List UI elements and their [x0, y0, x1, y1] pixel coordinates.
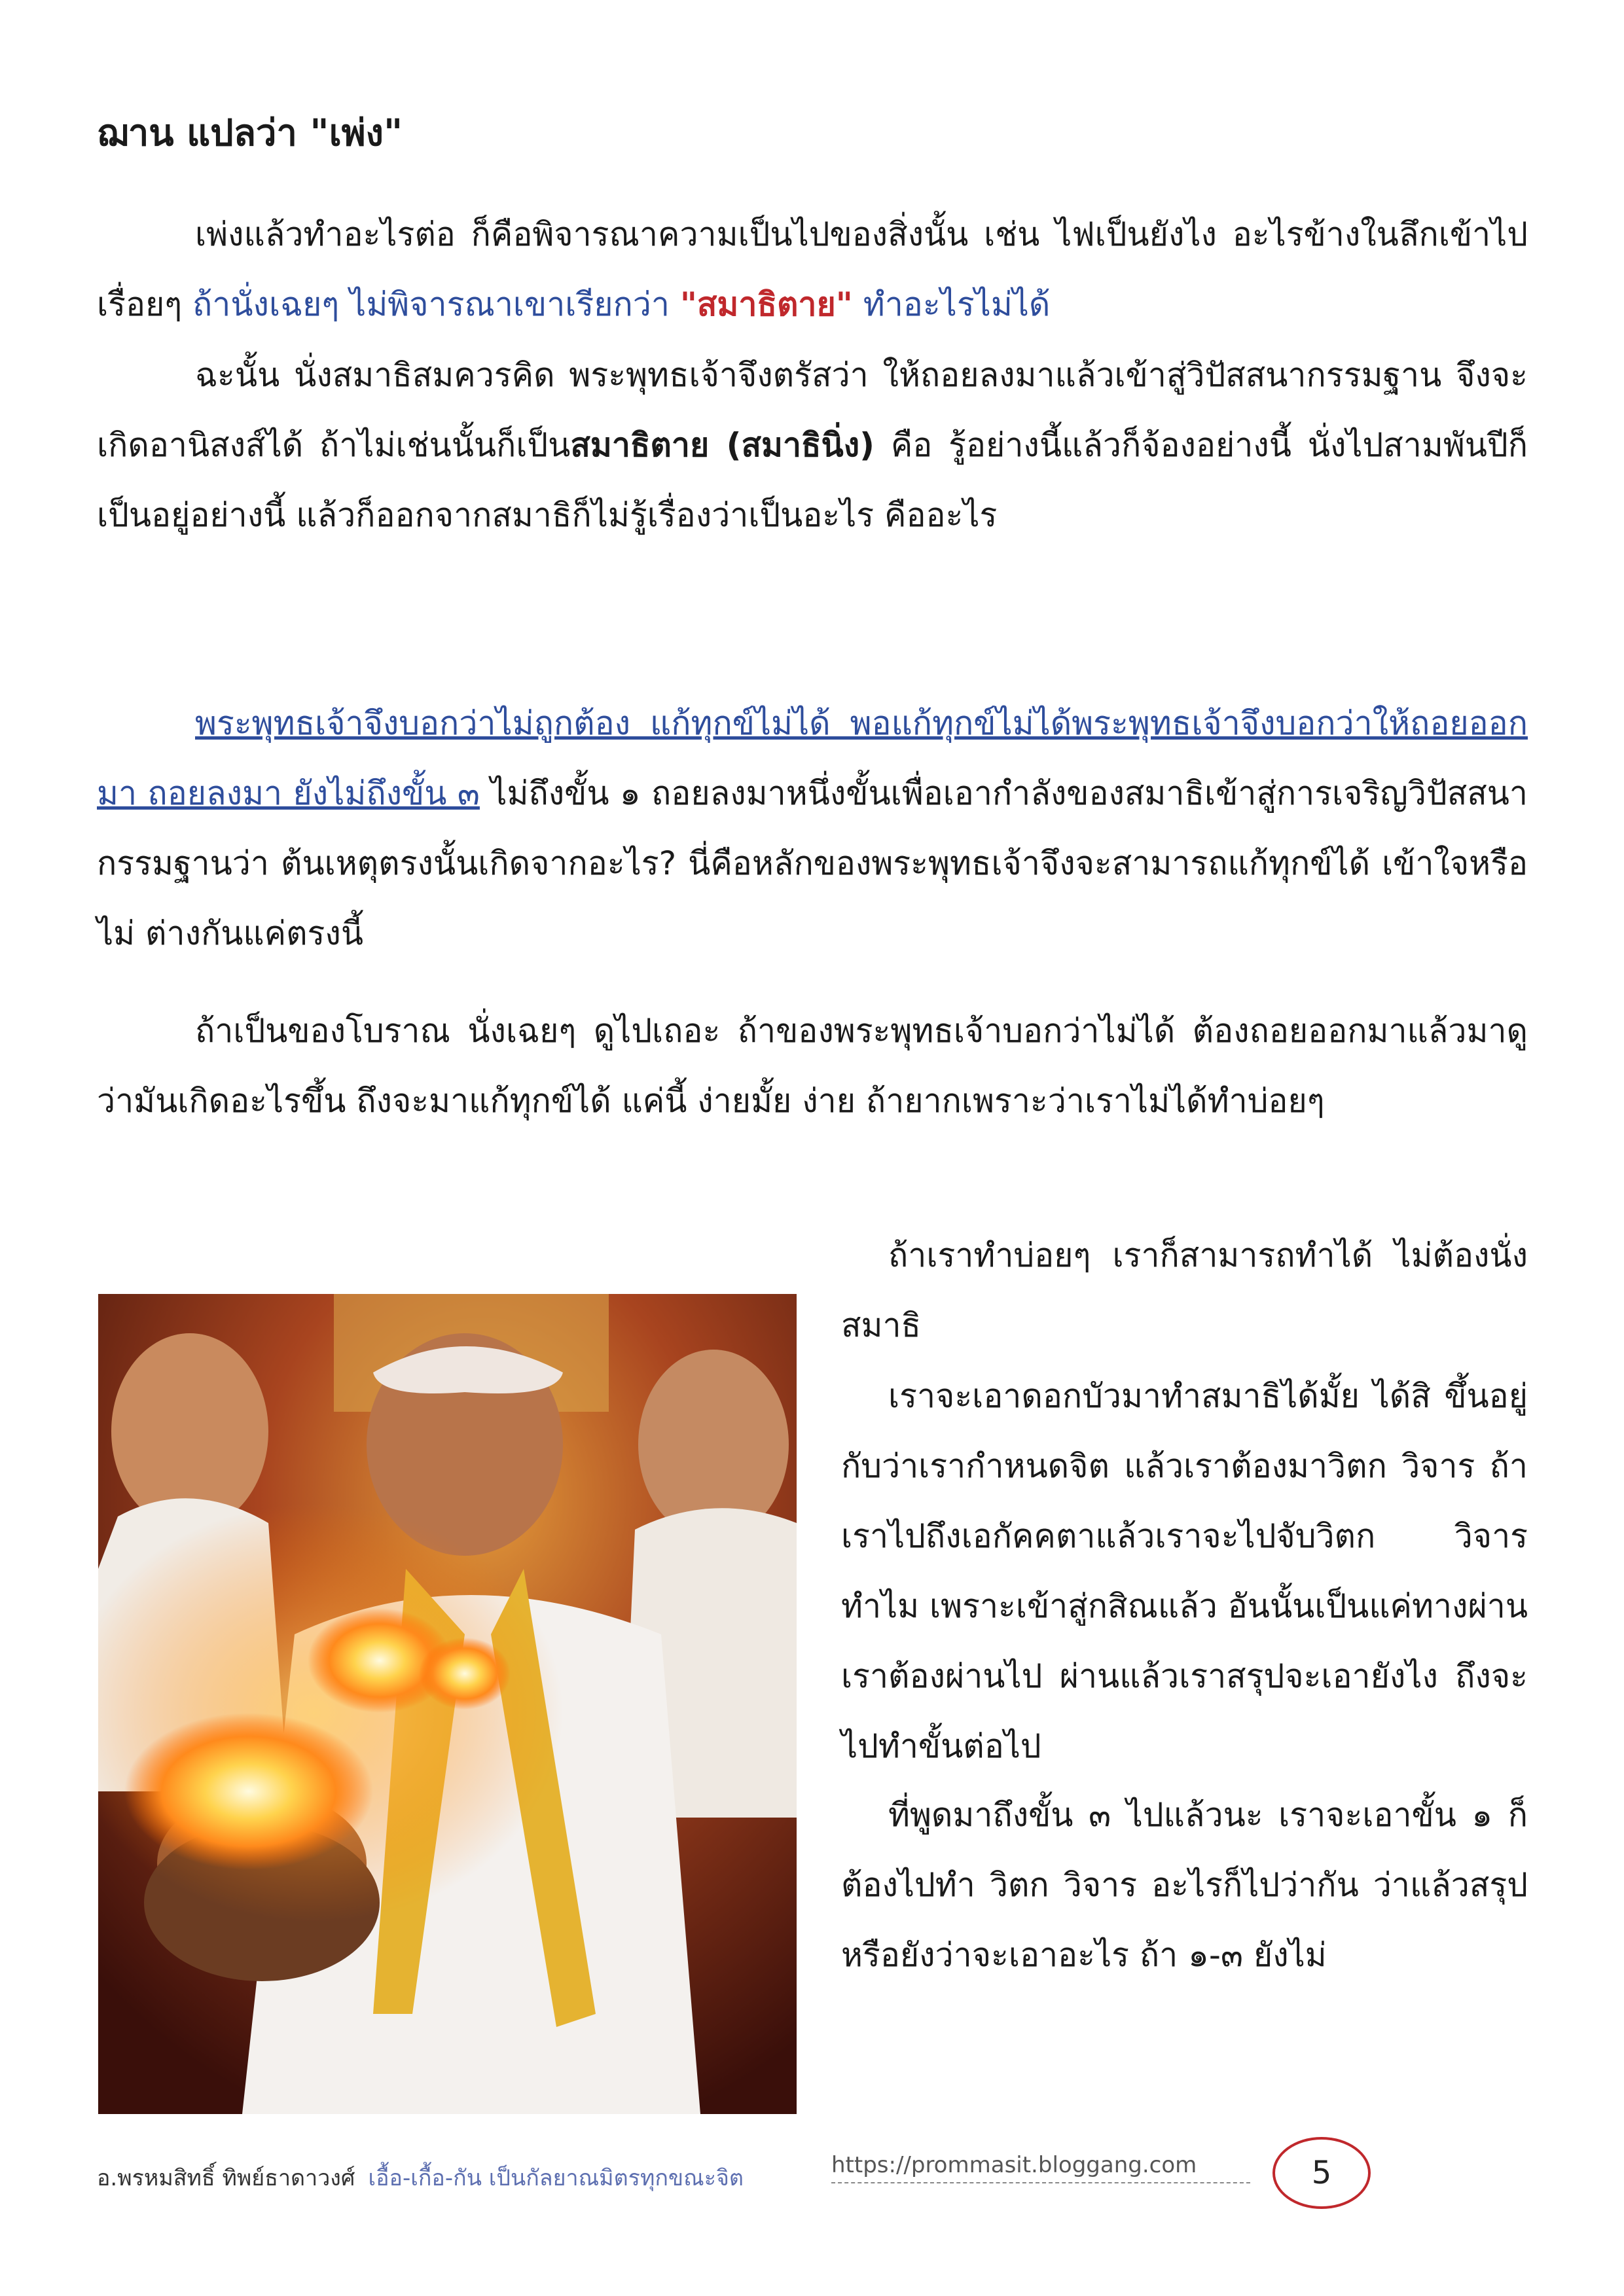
paragraph-3-underlined: พระพุทธเจ้าจึงบอกว่าไม่ถูกต้อง แก้ทุกข์ไม่ได้ พอแก้ทุกข์ไม่ได้พระพุทธเจ้าจึงบอกว่าให้ถอยออกมา ถอยลงมา ยังไม่ถึงขั้น ๓	[97, 704, 1528, 812]
side-paragraph-1: ถ้าเราทำบ่อยๆ เราก็สามารถทำได้ ไม่ต้องนั่งสมาธิ	[841, 1236, 1528, 1344]
side-paragraph-2: เราจะเอาดอกบัวมาทำสมาธิได้มั้ย ได้สิ ขึ้นอยู่กับว่าเรากำหนดจิต แล้วเราต้องมาวิตก วิจาร ถ้าเราไปถึงเอกัคคตาแล้วเราจะไปจับวิตก วิจารทำไม เพราะเข้าสู่กสิณแล้ว อันนั้นเป็นแค่ทางผ่าน เราต้องผ่านไป ผ่านแล้วเราสรุปจะเอายังไง ถึงจะไปทำขั้นต่อไป	[841, 1377, 1528, 1765]
paragraph-2-text: ฉะนั้น นั่งสมาธิสมควรคิด พระพุทธเจ้าจึงตรัสว่า ให้ถอยลงมาแล้วเข้าสู่วิปัสสนากรรมฐาน จึงจะเกิดอานิสงส์ได้ ถ้าไม่เช่นนั้นก็เป็น	[97, 356, 1528, 464]
paragraph-4: ถ้าเป็นของโบราณ นั่งเฉยๆ ดูไปเถอะ ถ้าของพระพุทธเจ้าบอกว่าไม่ได้ ต้องถอยออกมาแล้วมาดูว่ามันเกิดอะไรขึ้น ถึงจะมาแก้ทุกข์ได้ แค่นี้ ง่ายมั้ย ง่าย ถ้ายากเพราะว่าเราไม่ได้ทำบ่อยๆ	[97, 1012, 1528, 1120]
paragraph-3-text: ไม่ถึงขั้น ๑ ถอยลงมาหนึ่งขั้นเพื่อเอากำลังของสมาธิเข้าสู่การเจริญวิปัสสนากรรมฐานว่า ต้นเหตุตรงนั้นเกิดจากอะไร? นี่คือหลักของพระพุทธเจ้าจึงจะสามารถแก้ทุกข์ได้ เข้าใจหรือไม่ ต่างกันแค่ตรงนี้	[97, 774, 1528, 952]
paragraph-2	[97, 340, 1528, 550]
page-number: 5	[1311, 2155, 1332, 2191]
side-paragraph-3: ที่พูดมาถึงขั้น ๓ ไปแล้วนะ เราจะเอาขั้น ๑ ก็ต้องไปทำ วิตก วิจาร อะไรก็ไปว่ากัน ว่าแล้วสรุปหรือยังว่าจะเอาอะไร ถ้า ๑-๓ ยังไม่	[841, 1796, 1528, 1974]
paragraph-1-keyword: "สมาธิตาย"	[679, 285, 853, 323]
paragraph-1-tail: ทำอะไรไม่ได้	[852, 285, 1051, 323]
paragraph-2-tail: คือ รู้อย่างนี้แล้วก็จ้องอย่างนี้ นั่งไปสามพันปีก็เป็นอยู่อย่างนี้ แล้วก็ออกจากสมาธิก็ไม่รู้เรื่องว่าเป็นอะไร คืออะไร	[97, 426, 1528, 534]
paragraph-1-highlight: ถ้านั่งเฉยๆ ไม่พิจารณาเขาเรียกว่า	[192, 285, 680, 323]
ritual-photo-illustration	[98, 1294, 797, 2114]
footer-tagline: เอื้อ-เกื้อ-กัน เป็นกัลยาณมิตรทุกขณะจิต	[368, 2165, 744, 2191]
paragraph-1-text: เพ่งแล้วทำอะไรต่อ ก็คือพิจารณาความเป็นไปของสิ่งนั้น เช่น ไฟเป็นยังไง อะไรข้างในลึกเข้าไปเรื่อยๆ	[97, 215, 1528, 323]
footer-author-line	[97, 2160, 744, 2195]
paragraph-2-keyword: สมาธิตาย (สมาธินิ่ง)	[570, 426, 875, 464]
footer-url-link[interactable]: https://prommasit.bloggang.com	[831, 2152, 1250, 2183]
ritual-photo	[98, 1294, 797, 2114]
paragraph-1	[97, 200, 1528, 340]
paragraph-3	[97, 689, 1528, 969]
section-heading: ฌาน แปลว่า "เพ่ง"	[97, 112, 403, 154]
footer-author: อ.พรหมสิทธิ์ ทิพย์ธาดาวงศ์	[97, 2165, 355, 2191]
page-number-badge	[1272, 2137, 1371, 2209]
